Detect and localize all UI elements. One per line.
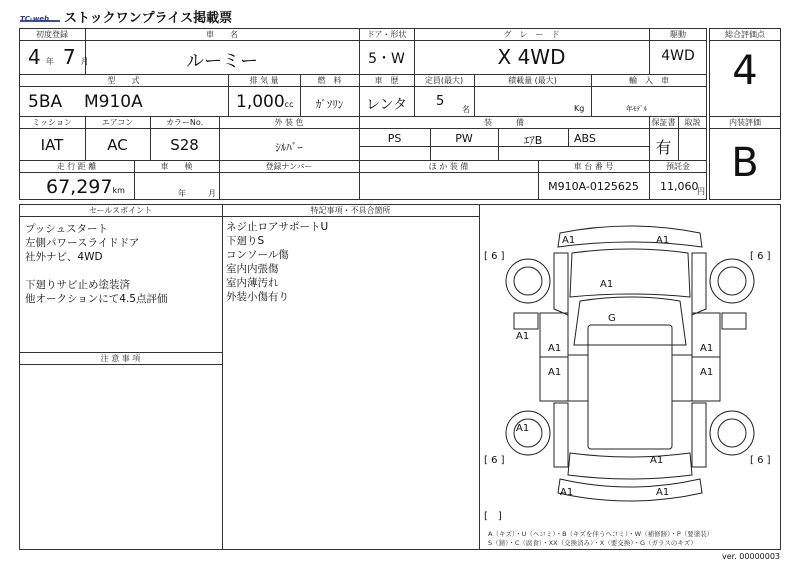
price-unit: 円 <box>697 187 705 196</box>
grade-value: X 4WD <box>497 45 566 69</box>
label-model: 型 式 <box>107 76 140 85</box>
label-interior: 内装評価 <box>729 118 761 127</box>
version: ver. 00000003 <box>722 552 781 561</box>
damage-bracket: [ ] <box>484 511 502 522</box>
car-name: ルーミー <box>186 51 258 72</box>
legend <box>488 530 713 548</box>
label-equip: 装 備 <box>484 118 524 127</box>
sales-point <box>25 264 168 278</box>
reg-year-unit: 年 <box>45 57 54 66</box>
label-drive: 駆動 <box>670 30 686 39</box>
remark-item: 室内内張傷 <box>226 263 279 275</box>
label-inspection: 車 検 <box>160 162 193 171</box>
sales-point: プッシュスタート <box>25 223 109 235</box>
page-title: ストックワンプライス掲載票 <box>64 11 233 26</box>
capacity-value: 5 <box>436 94 445 109</box>
label-other-equip: ほ か 装 備 <box>428 162 469 171</box>
damage-mark: A1 <box>516 423 530 434</box>
remark-item: 室内薄汚れ <box>226 277 279 289</box>
label-sales: セールスポイント <box>88 206 153 215</box>
damage-mark: A1 <box>548 343 562 354</box>
label-fuel: 燃 料 <box>317 76 342 85</box>
tyre-mark-rr: [ 6 ] <box>750 455 771 466</box>
label-manual: 取説 <box>684 118 701 127</box>
reg-month-unit: 月 <box>80 57 89 66</box>
damage-mark: A1 <box>600 279 614 290</box>
logo-text: TC-web <box>20 15 50 23</box>
label-mission: ミッション <box>32 118 72 127</box>
label-ext-color: 外 装 色 <box>274 118 304 127</box>
remarks <box>226 220 328 304</box>
equip-airbag: ｴｱB <box>523 134 543 147</box>
interior-grade: B <box>731 140 759 186</box>
remark-item: 外装小傷有り <box>226 291 289 303</box>
sales-points <box>25 222 168 306</box>
label-load: 積載量 (最大) <box>508 76 557 85</box>
overall-score: 4 <box>732 48 758 94</box>
equip-pw: PW <box>455 132 473 145</box>
tyre-mark-fr: [ 6 ] <box>750 251 771 262</box>
damage-mark: A1 <box>656 487 670 498</box>
insp-month: 月 <box>208 189 216 198</box>
price-value: 11,060 <box>660 180 699 193</box>
mileage-value: 67,297 <box>46 176 113 198</box>
chassis-value: M910A-0125625 <box>548 180 639 193</box>
color-no-value: S28 <box>170 136 199 154</box>
label-color-no: カラーNo. <box>165 118 204 127</box>
history-value: レンタ <box>365 97 408 113</box>
label-overall: 総合評価点 <box>725 30 765 39</box>
label-capacity: 定員(最大) <box>424 76 464 85</box>
label-aircon: エアコン <box>101 118 134 127</box>
fuel-value: ｶﾞｿﾘﾝ <box>315 98 344 111</box>
displacement <box>236 92 293 112</box>
label-caution: 注 意 事 項 <box>100 354 141 363</box>
model-value: M910A <box>84 92 143 112</box>
label-price: 預託金 <box>666 162 690 171</box>
damage-mark: A1 <box>656 235 670 246</box>
label-history: 車 歴 <box>374 76 399 85</box>
sales-point: 社外ナビ、4WD <box>25 251 103 263</box>
label-first-reg: 初度登録 <box>36 30 68 39</box>
damage-mark: A1 <box>516 331 530 342</box>
label-chassis: 車 台 番 号 <box>573 162 614 171</box>
equip-ps: PS <box>387 132 402 145</box>
label-grade: グ レ ー ド <box>503 30 560 39</box>
aircon-value: AC <box>107 136 128 154</box>
load-unit: Kg <box>574 104 585 113</box>
label-plate: 登録ナンバー <box>265 162 313 171</box>
label-name: 車 名 <box>206 30 238 39</box>
sales-point: 下廻りサビ止め塗装済 <box>25 279 130 291</box>
reg-year-value: 4 <box>28 45 41 69</box>
sales-point: 他オークションにて4.5点評価 <box>25 293 168 305</box>
damage-mark: A1 <box>548 367 562 378</box>
displacement-value: 1,000 <box>236 92 285 112</box>
mission-value: IAT <box>40 136 64 154</box>
damage-mark: A1 <box>560 487 574 498</box>
import-label: 年ﾓﾃﾞﾙ <box>626 105 647 113</box>
logo <box>20 6 60 22</box>
reg-month-value: 7 <box>62 45 76 69</box>
damage-mark: A1 <box>650 455 664 466</box>
damage-mark: A1 <box>562 235 576 246</box>
remark-item: ネジ止ロアサポートU <box>226 221 329 233</box>
label-door: ドア・形状 <box>366 30 407 39</box>
legend-line: A（キズ）・U（ヘコミ）・B（キズを伴うヘコミ）・W（補修跡）・P（要塗装） <box>488 530 714 538</box>
damage-mark: A1 <box>700 367 714 378</box>
door-type: 5・W <box>368 51 405 67</box>
tyre-mark-fl: [ 6 ] <box>484 251 505 262</box>
capacity-unit: 名 <box>462 105 470 114</box>
mileage-unit: km <box>112 186 125 195</box>
label-import: 輸 入 車 <box>629 76 669 85</box>
reg-year <box>28 45 89 69</box>
legend-line: S（錆）・C（腐食）・XX（交換済み）・X（要交換）・G（ガラスのキズ） <box>488 539 697 547</box>
remark-item: 下廻りS <box>226 235 265 247</box>
sales-point: 左側パワースライドドア <box>25 237 140 249</box>
insp-year: 年 <box>178 189 186 198</box>
label-displacement: 排 気 量 <box>249 76 279 85</box>
equip-abs: ABS <box>574 132 596 145</box>
label-notes: 特記事項・不具合箇所 <box>310 206 391 215</box>
remark-item: コンソール傷 <box>226 249 289 261</box>
model-prefix: 5BA <box>28 92 63 112</box>
damage-mark: G <box>608 313 616 324</box>
label-warranty: 保証書 <box>651 118 676 127</box>
mileage <box>46 176 125 198</box>
drive-value: 4WD <box>661 48 695 64</box>
label-mileage: 走 行 距 離 <box>56 162 97 171</box>
displacement-unit: cc <box>284 100 294 109</box>
tyre-mark-rl: [ 6 ] <box>484 455 505 466</box>
ext-color-value: ｼﾙﾊﾞｰ <box>275 141 303 154</box>
damage-mark: A1 <box>700 343 714 354</box>
car-damage-diagram <box>480 205 780 549</box>
warranty-value: 有 <box>655 138 672 157</box>
